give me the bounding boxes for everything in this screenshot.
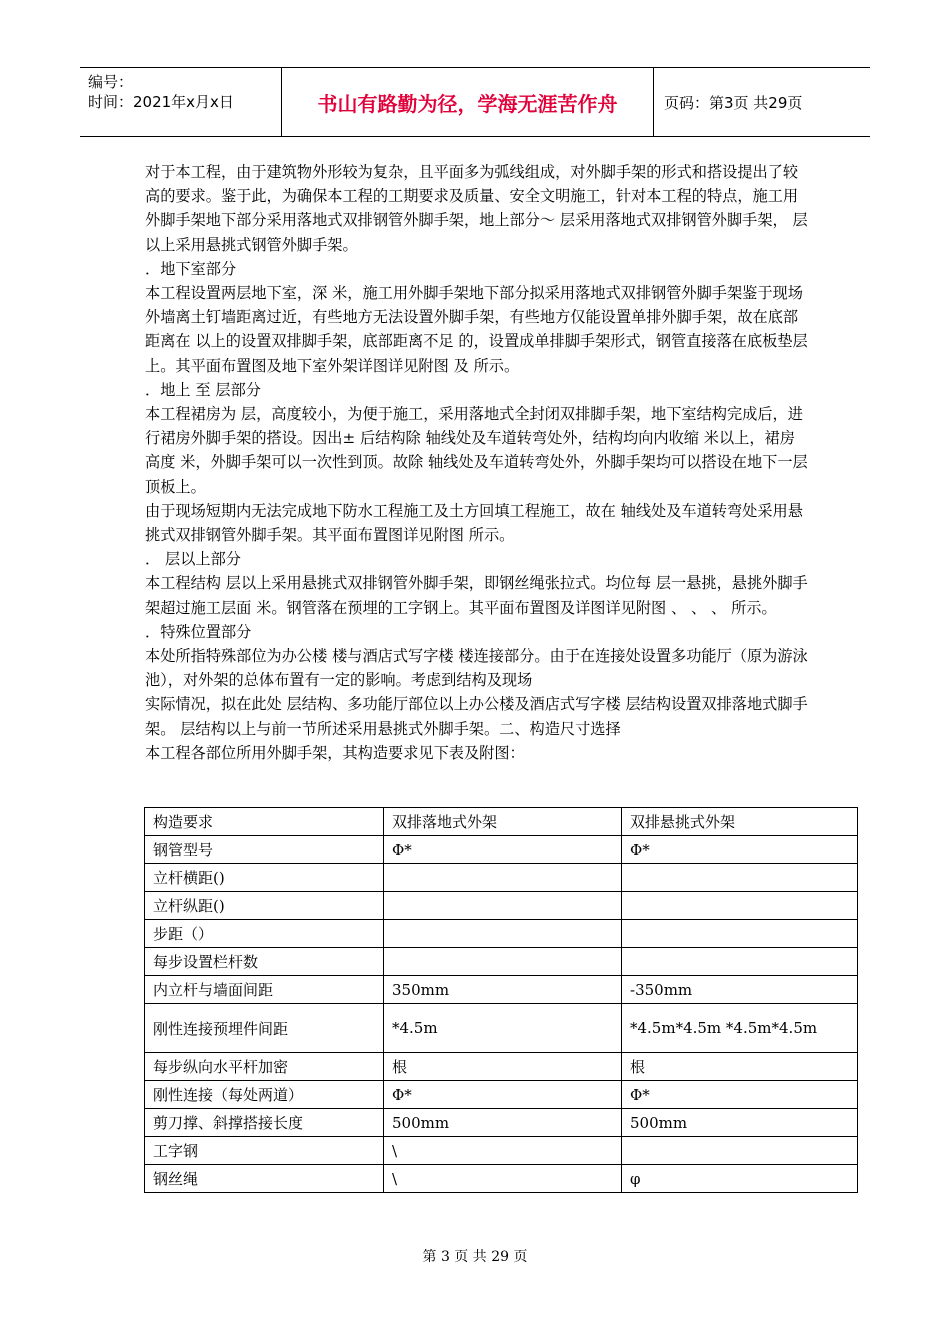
table-cell [622,1137,858,1165]
table-cell: φ [622,1165,858,1193]
body-text [145,160,810,765]
doc-number-label: 编号： [88,73,134,91]
table-cell: 钢丝绳 [145,1165,384,1193]
table-cell [622,892,858,920]
page-footer: 第 3 页 共 29 页 [422,1249,528,1265]
table-row [145,892,858,920]
section-heading: ．地上 至 层部分 [145,380,261,399]
table-cell [622,864,858,892]
paragraph: 对于本工程，由于建筑物外形较为复杂，且平面多为弧线组成，对外脚手架的形式和搭设提出了较高的要求。鉴于此，为确保本工程的工期要求及质量、安全文明施工，针对本工程的特点，施工用外脚手架地下部分采用落地式双排钢管外脚手架，地上部分～ 层采用落地式双排钢管外脚手架， 层以上采用悬挑式钢管外脚手架。 [145,163,808,254]
table-cell: 立杆纵距() [145,892,384,920]
table-cell: 剪刀撑、斜撑搭接长度 [145,1109,384,1137]
table-row [145,1081,858,1109]
paragraph: 本工程裙房为 层，高度较小，为便于施工，采用落地式全封闭双排脚手架，地下室结构完成后，进行裙房外脚手架的搭设。因出± 后结构除 轴线处及车道转弯处外，结构均向内收缩 米以上，裙房高度 米，外脚手架可以一次性到顶。故除 轴线处及车道转弯处外，外脚手架均可以搭设在地下一层顶板上。 [145,405,808,496]
table-cell: 500mm [384,1109,622,1137]
table-cell: 工字钢 [145,1137,384,1165]
table-cell: 每步设置栏杆数 [145,948,384,976]
table-cell: Φ* [622,836,858,864]
table-header-row [145,808,858,836]
paragraph: 本工程各部位所用外脚手架，其构造要求见下表及附图： [145,743,525,762]
table-cell: 350mm [384,976,622,1004]
header-meta [80,68,282,136]
table-cell: 根 [384,1053,622,1081]
table-cell: 步距（） [145,920,384,948]
paragraph: 本处所指特殊部位为办公楼 楼与酒店式写字楼 楼连接部分。由于在连接处设置多功能厅（原为游泳池），对外架的总体布置有一定的影响。考虑到结构及现场 [145,647,808,690]
table-row [145,1053,858,1081]
table-row [145,1137,858,1165]
table-cell [384,864,622,892]
table-cell: 双排悬挑式外架 [622,808,858,836]
table-cell: 刚性连接（每处两道） [145,1081,384,1109]
page-header [80,67,870,137]
doc-time-label: 时间：2021年x月x日 [88,93,234,111]
table-row [145,1165,858,1193]
table-cell: -350mm [622,976,858,1004]
table-cell: 500mm [622,1109,858,1137]
table-cell [384,892,622,920]
table-cell: 刚性连接预埋件间距 [145,1004,384,1053]
table-cell [384,920,622,948]
scaffold-spec-table [144,807,858,1193]
table-cell: 根 [622,1053,858,1081]
table-row [145,1109,858,1137]
table-cell [384,948,622,976]
section-heading: ． 层以上部分 [145,550,241,569]
table-cell [622,948,858,976]
table-row [145,948,858,976]
paragraph: 本工程结构 层以上采用悬挑式双排钢管外脚手架，即钢丝绳张拉式。均位每 层一悬挑，悬挑外脚手架超过施工层面 米。钢管落在预埋的工字钢上。其平面布置图及详图详见附图 、 、 、 所示。 [145,574,808,617]
header-motto: 书山有路勤为径，学海无涯苦作舟 [282,68,654,136]
table-cell: *4.5m [384,1004,622,1053]
paragraph: 由于现场短期内无法完成地下防水工程施工及土方回填工程施工，故在 轴线处及车道转弯处采用悬挑式双排钢管外脚手架。其平面布置图详见附图 所示。 [145,501,803,545]
table-row [145,1004,858,1053]
table-row [145,836,858,864]
section-heading: ．地下室部分 [145,259,237,278]
table-row [145,976,858,1004]
table-cell: 构造要求 [145,808,384,836]
table-cell: *4.5m*4.5m *4.5m*4.5m [622,1004,858,1053]
table-cell: \ [384,1165,622,1193]
table-cell: 双排落地式外架 [384,808,622,836]
table-cell: \ [384,1137,622,1165]
table-cell: 每步纵向水平杆加密 [145,1053,384,1081]
paragraph: 本工程设置两层地下室，深 米，施工用外脚手架地下部分拟采用落地式双排钢管外脚手架鉴于现场外墙离土钉墙距离过近，有些地方无法设置外脚手架，有些地方仅能设置单排外脚手架，故在底部距离在 以上的设置双排脚手架，底部距离不足 的，设置成单排脚手架形式，钢管直接落在底板垫层上。其平面布置图及地下室外架详图详见附图 及 所示。 [145,284,808,375]
table-cell: Φ* [384,1081,622,1109]
table-cell: Φ* [622,1081,858,1109]
section-heading: ．特殊位置部分 [145,622,252,641]
table-cell: 钢管型号 [145,836,384,864]
table-cell: Φ* [384,836,622,864]
header-page-label: 页码：第3页 共29页 [664,93,803,112]
table-row [145,864,858,892]
table-cell: 内立杆与墙面间距 [145,976,384,1004]
table-cell [622,920,858,948]
table-row [145,920,858,948]
table-cell: 立杆横距() [145,864,384,892]
paragraph: 实际情况，拟在此处 层结构、多功能厅部位以上办公楼及酒店式写字楼 层结构设置双排落地式脚手架。 层结构以上与前一节所述采用悬挑式外脚手架。二、构造尺寸选择 [145,695,808,738]
